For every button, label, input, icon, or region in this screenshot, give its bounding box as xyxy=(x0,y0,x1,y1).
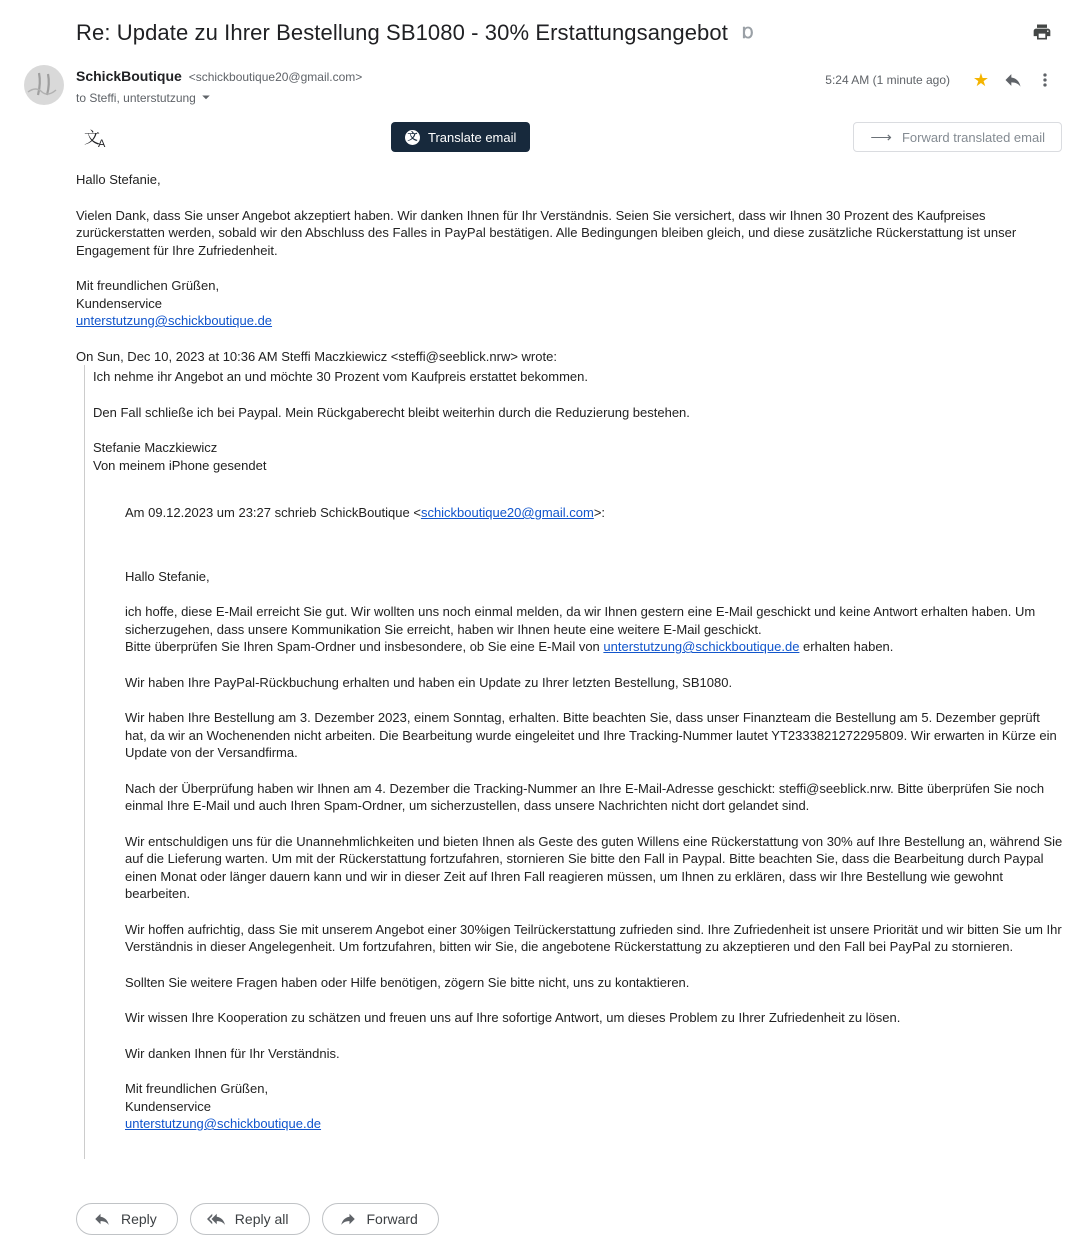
right-arrow-icon: ⟶ xyxy=(870,129,892,146)
translate-button-label: Translate email xyxy=(428,129,517,145)
nested-signature: Kundenservice xyxy=(125,1098,211,1114)
nested-paragraph: Wir danken Ihnen für Ihr Verständnis. xyxy=(125,1045,340,1061)
nested-paragraph: Wir hoffen aufrichtig, dass Sie mit unserem Angebot einer 30%igen Teilrückerstattung zufrieden sind. Ihre Zufriedenheit ist unsere Priorität und wir bitten Sie um Ihr Verständnis in dieser Angelegenheit. Um fortzufahren, bitten wir Sie, die angebotene Rückerstattung zu akzeptieren und den Fall bei PayPal zu stornieren. xyxy=(125,921,1062,954)
sender-row xyxy=(0,65,1074,109)
reply-button-label: Reply xyxy=(121,1210,157,1227)
signoff-line: Mit freundlichen Grüßen, xyxy=(76,278,220,293)
quote-signature: Von meinem iPhone gesendet xyxy=(93,457,267,473)
nested-paragraph: Wir entschuldigen uns für die Unannehmlichkeiten und bieten Ihnen als Geste des guten Willens eine Rückerstattung von 30% auf Ihre Bestellung an, während Sie auf die Lieferung warten. Um mit der Rückerstattung fortzufahren, stornieren Sie bitte den Fall in Paypal. Bitte beachten Sie, dass die Bearbeitung durch Paypal einen Monat oder länger dauern kann und wir in dieser Zeit auf Ihren Fall reagieren müssen, um Ihnen zu erklären, dass wir Ihre Bestellung wie gewohnt bearbeiten. xyxy=(125,833,1063,901)
nested-signature-email-link[interactable]: unterstutzung@schickboutique.de xyxy=(125,1116,322,1131)
reply-button[interactable] xyxy=(76,1203,178,1235)
signoff-email-link[interactable]: unterstutzung@schickboutique.de xyxy=(76,313,273,328)
email-subject: Re: Update zu Ihrer Bestellung SB1080 - 30% Erstattungsangebot xyxy=(76,20,728,45)
spam-check-email-link[interactable]: unterstutzung@schickboutique.de xyxy=(603,639,800,654)
quoted-message xyxy=(84,365,1063,1159)
translate-bar xyxy=(0,123,1074,155)
nested-paragraph: Wir haben Ihre Bestellung am 3. Dezember 2023, einem Sonntag, erhalten. Bitte beachten Sie, dass unser Finanzteam die Bestellung am 5. Dezember geprüft hat, da wir an Wochenenden nicht arbeiten. Die Bearbeitung wurde eingeleitet und Ihre Tracking-Nummer lautet YT2333821272295809. Wir erwarten in Kürze ein Update von der Versandfirma. xyxy=(125,710,1057,760)
nested-greeting: Hallo Stefanie, xyxy=(125,568,210,584)
forward-arrow-icon xyxy=(339,1210,357,1228)
quote-paragraph: Den Fall schließe ich bei Paypal. Mein Rückgaberecht bleibt weiterhin durch die Reduzierung bestehen. xyxy=(93,404,690,420)
star-icon[interactable]: ★ xyxy=(972,69,990,90)
reply-all-button[interactable] xyxy=(190,1203,310,1235)
external-label-icon: Ɒ xyxy=(742,25,755,42)
sender-email: <schickboutique20@gmail.com> xyxy=(188,70,363,84)
recipients-row[interactable] xyxy=(76,87,825,109)
subject-row xyxy=(0,0,1074,46)
reply-all-arrow-icon xyxy=(207,1210,225,1228)
nested-paragraph: Nach der Überprüfung haben wir Ihnen am 4. Dezember die Tracking-Nummer an Ihre E-Mail-Adresse geschickt: steffi@seeblick.nrw. Bitte überprüfen Sie noch einmal Ihre E-Mail und auch Ihren Spam-Ordner, um sicherzustellen, dass unsere Nachrichten nicht dort gelandet sind. xyxy=(125,780,1045,813)
quote-signature: Stefanie Maczkiewicz xyxy=(93,440,218,455)
timestamp: 5:24 AM (1 minute ago) xyxy=(825,72,950,87)
paragraph: Vielen Dank, dass Sie unser Angebot akzeptiert haben. Wir danken Ihnen für Ihr Verständnis. Seien Sie versichert, dass wir Ihnen 30 Prozent des Kaufpreises zurückerstatten werden, sobald wir den Abschluss des Falles in PayPal bestätigen. Alle Bedingungen bleiben gleich, und diese zusätzliche Rückerstattung ist unser Engagement für Ihre Zufriedenheit. xyxy=(76,207,1017,258)
more-vert-icon[interactable] xyxy=(1032,67,1058,93)
nested-signature: Mit freundlichen Grüßen, xyxy=(125,1081,269,1096)
translate-language-icon[interactable]: 文$_A$ xyxy=(84,130,106,150)
nested-paragraph: Wir haben Ihre PayPal-Rückbuchung erhalten und haben ein Update zu Ihrer letzten Bestellung, SB1080. xyxy=(125,674,733,690)
forward-button[interactable] xyxy=(322,1203,439,1235)
nested-quoted-message xyxy=(125,504,1063,1133)
greeting: Hallo Stefanie, xyxy=(76,172,161,187)
nested-attribution-email-link[interactable]: schickboutique20@gmail.com xyxy=(420,505,594,520)
forward-translated-email-button[interactable] xyxy=(853,122,1062,152)
signoff-line: Kundenservice xyxy=(76,295,162,311)
message-meta xyxy=(825,65,1058,91)
sender-avatar xyxy=(24,65,64,105)
translate-email-button[interactable] xyxy=(391,122,530,152)
nested-paragraph: Wir wissen Ihre Kooperation zu schätzen und freuen uns auf Ihre sofortige Antwort, um dieses Problem zu Ihrer Zufriedenheit zu lösen. xyxy=(125,1010,901,1025)
nested-paragraph: Sollten Sie weitere Fragen haben oder Hilfe benötigen, zögern Sie bitte nicht, uns zu kontaktieren. xyxy=(125,974,690,990)
sender-info xyxy=(76,65,825,109)
forward-translated-label: Forward translated email xyxy=(901,129,1045,145)
recipients-label: to Steffi, unterstutzung xyxy=(76,91,196,105)
print-icon[interactable] xyxy=(1032,22,1054,44)
email-body xyxy=(76,171,1063,1159)
forward-button-label: Forward xyxy=(366,1210,418,1227)
chevron-down-icon xyxy=(196,87,215,109)
quote-paragraph: Ich nehme ihr Angebot an und möchte 30 Prozent vom Kaufpreis erstattet bekommen. xyxy=(93,369,589,384)
quote-attribution: On Sun, Dec 10, 2023 at 10:36 AM Steffi Maczkiewicz <steffi@seeblick.nrw> wrote: xyxy=(76,348,557,364)
nested-paragraph: ich hoffe, diese E-Mail erreicht Sie gut. Wir wollten uns noch einmal melden, da wir Ihnen gestern eine E-Mail geschickt und keine Antwort erhalten haben. Um sicherzugehen, dass unsere Kommunikation Sie erreicht, haben wir Ihnen heute eine weitere E-Mail geschickt. xyxy=(125,604,1036,637)
nested-attribution: Am 09.12.2023 um 23:27 schrieb SchickBoutique <schickboutique20@gmail.com>: xyxy=(125,505,606,520)
sender-name: SchickBoutique xyxy=(76,68,182,84)
action-row xyxy=(76,1203,1074,1235)
nested-paragraph: Bitte überprüfen Sie Ihren Spam-Ordner und insbesondere, ob Sie eine E-Mail von unterstutzung@schickboutique.de erhalten haben. xyxy=(125,639,894,654)
reply-all-button-label: Reply all xyxy=(234,1210,289,1227)
translate-badge-icon: 文 xyxy=(405,130,420,145)
reply-icon[interactable] xyxy=(1000,67,1026,93)
reply-arrow-icon xyxy=(93,1210,111,1228)
